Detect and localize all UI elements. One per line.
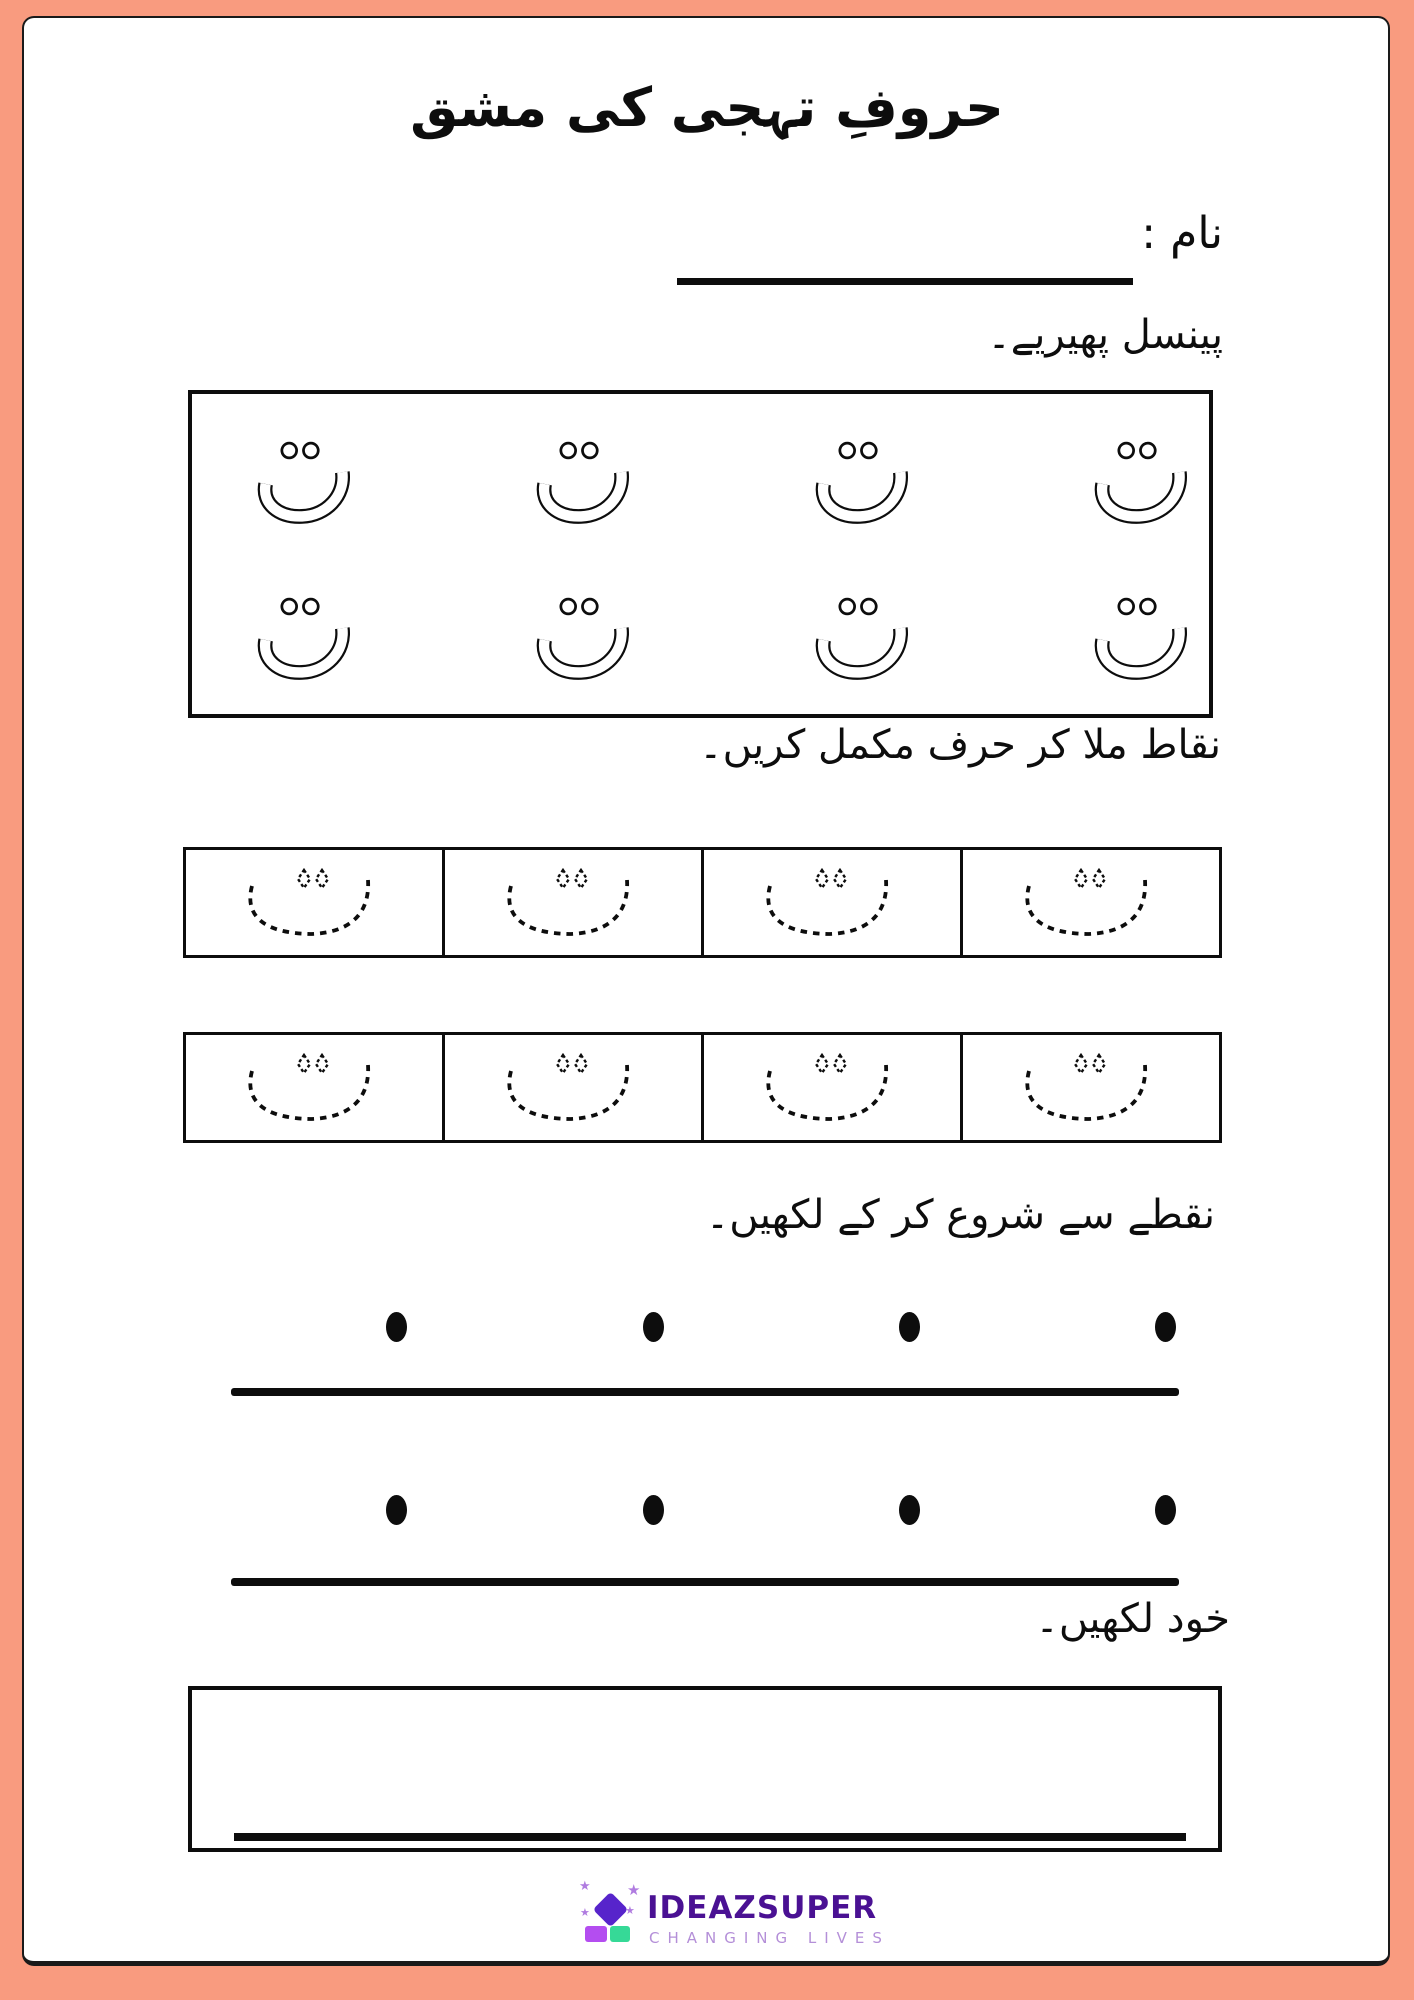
- star-icon: ★: [579, 1879, 591, 1894]
- start-from-dot-instruction: نقطے سے شروع کر کے لکھیں۔: [705, 1192, 1215, 1238]
- name-fill-line: [677, 278, 1133, 285]
- outlined-letter-teh: [1081, 576, 1199, 700]
- self-write-box: [188, 1686, 1222, 1852]
- dotted-letters-row: [183, 1032, 1222, 1143]
- start-dot: [386, 1495, 407, 1525]
- connect-dots-instruction: نقاط ملا کر حرف مکمل کریں۔: [699, 722, 1221, 768]
- brand-tagline: CHANGING LIVES: [649, 1929, 890, 1947]
- writing-baseline: [231, 1578, 1179, 1586]
- outlined-letter-teh: [244, 420, 362, 544]
- start-dot: [899, 1495, 920, 1525]
- page-title: حروفِ تہجی کی مشق: [410, 76, 1004, 139]
- dotted-letters-row: [183, 847, 1222, 958]
- star-icon: ★: [627, 1881, 641, 1899]
- start-dot: [386, 1312, 407, 1342]
- dashed-letter-teh: [489, 862, 657, 954]
- start-dot-row: [188, 1312, 1222, 1342]
- dotted-letter-cell: [960, 1035, 1219, 1140]
- writing-baseline: [231, 1388, 1179, 1396]
- outlined-letter-teh: [802, 420, 920, 544]
- logo-green-square-icon: [610, 1926, 630, 1942]
- dotted-letter-cell: [701, 1035, 960, 1140]
- trace-letter-row: [244, 576, 1199, 700]
- dashed-letter-teh: [1007, 1047, 1175, 1139]
- start-dot: [899, 1312, 920, 1342]
- dashed-letter-teh: [230, 862, 398, 954]
- logo-purple-square-icon: [585, 1926, 607, 1942]
- outlined-letter-teh: [244, 576, 362, 700]
- outlined-letter-teh: [1081, 420, 1199, 544]
- brand-name: IDEAZSUPER: [647, 1890, 878, 1926]
- dotted-letter-cell: [186, 850, 442, 955]
- dotted-letter-cell: [442, 850, 701, 955]
- name-label: نام :: [1141, 208, 1223, 259]
- outlined-letter-teh: [523, 576, 641, 700]
- outlined-letter-teh: [802, 576, 920, 700]
- start-dot: [1155, 1312, 1176, 1342]
- dashed-letter-teh: [1007, 862, 1175, 954]
- dashed-letter-teh: [230, 1047, 398, 1139]
- trace-letters-box: [188, 390, 1213, 718]
- worksheet-page: [22, 16, 1390, 1966]
- dotted-letter-cell: [186, 1035, 442, 1140]
- star-icon: ★: [580, 1906, 590, 1919]
- dotted-letter-cell: [960, 850, 1219, 955]
- dotted-letter-cell: [701, 850, 960, 955]
- start-dot: [643, 1495, 664, 1525]
- trace-instruction: پینسل پھیریے۔: [987, 312, 1223, 358]
- star-icon: ★: [625, 1904, 635, 1917]
- trace-letter-row: [244, 420, 1199, 544]
- dashed-letter-teh: [748, 1047, 916, 1139]
- dotted-letter-cell: [442, 1035, 701, 1140]
- dashed-letter-teh: [748, 862, 916, 954]
- self-write-baseline: [234, 1833, 1186, 1841]
- start-dot: [1155, 1495, 1176, 1525]
- start-dot: [643, 1312, 664, 1342]
- outlined-letter-teh: [523, 420, 641, 544]
- start-dot-row: [188, 1495, 1222, 1525]
- dashed-letter-teh: [489, 1047, 657, 1139]
- self-write-instruction: خود لکھیں۔: [1035, 1596, 1230, 1642]
